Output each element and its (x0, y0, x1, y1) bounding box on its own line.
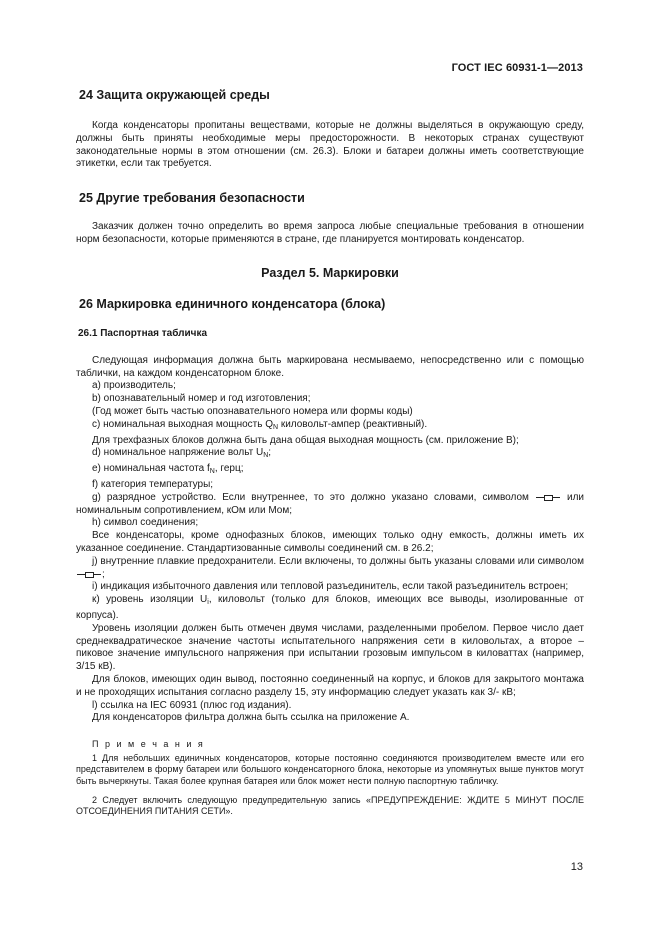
item-h: h) символ соединения; (92, 517, 199, 529)
chapter-5-title: Раздел 5. Маркировки (261, 265, 399, 280)
item-c: c) номинальная выходная мощность $Q_N$ киловольт-ампер (реактивный). (92, 418, 428, 431)
item-j: j) внутренние плавкие предохранители. Если включены, то должны быть указаны словами или символом ; (76, 556, 584, 582)
item-f: f) категория температуры; (92, 478, 214, 490)
section-24-title: 24 Защита окружающей среды (79, 88, 270, 102)
item-a: а) производитель; (92, 380, 176, 392)
page-number: 13 (570, 861, 583, 873)
section-26-title: 26 Маркировка единичного конденсатора (блока) (79, 296, 386, 311)
item-b-note: (Год может быть частью опознавательного номера или формы коды) (92, 405, 413, 417)
item-k: к) уровень изоляции $U_i$, киловольт (только для блоков, имеющих все выводы, изолированные от корпуса). (76, 594, 584, 621)
notes-block (76, 739, 584, 817)
section-24-text: Когда конденсаторы пропитаны веществами, которые не должны выделяться в окружающую среду, должны быть приняты необходимые меры предосторожности. В некоторых странах существуют законодательные нормы в этом отношении (см. 26.3). Блоки и батареи должны иметь соответствующие этикетки, если так требуется. (76, 120, 584, 170)
subsection-26-1-title: 26.1 Паспортная табличка (78, 327, 208, 339)
nameplate-list (76, 355, 584, 725)
section-25-title: 25 Другие требования безопасности (79, 191, 305, 206)
nameplate-intro: Следующая информация должна быть маркирована несмываемо, непосредственно или с помощью таблички, на каждом конденсаторном блоке. (76, 354, 584, 379)
notes-heading: П р и м е ч а н и я (92, 739, 205, 750)
resistor-symbol-icon (536, 493, 560, 501)
fuse-symbol-icon (77, 570, 101, 578)
three-phase-note: Для трехфазных блоков должна быть дана общая выходная мощность (см. приложение В); (92, 434, 519, 446)
insulation-level-text: Уровень изоляции должен быть отмечен двумя числами, разделенными пробелом. Первое число дает среднеквадратическое значение частоты испытательного напряжения сети в киловольтах, а второе – пиковое значение импульсного напряжения при испытании грозовым импульсом в киловаттах (например, 3/15 кВ). (76, 622, 584, 673)
item-l: l) ссылка на IEC 60931 (плюс год издания). (92, 699, 292, 711)
item-d: d) номинальное напряжение вольт $U_N$; (92, 447, 272, 460)
connection-note: Все конденсаторы, кроме однофазных блоков, имеющих только одну емкость, должны иметь их указанное соединение. Стандартизованные символы соединений см. в 26.2; (76, 530, 584, 554)
section-25-text: Заказчик должен точно определить во время запроса любые специальные требования в отношении норм безопасности, которые применяются в стране, где планируется монтировать конденсатор. (76, 221, 584, 245)
note-1: 1 Для небольших единичных конденсаторов, которые постоянно соединяются производителем вместе или его представителем в форму батареи или большого конденсаторного блока, некоторые из упомянутых выше пунктов могут быть вычеркнуты. Такая более крупная батарея или блок может нести полную паспортную табличку. (76, 753, 584, 786)
filter-capacitor-text: Для конденсаторов фильтра должна быть ссылка на приложение А. (92, 712, 410, 724)
item-e: e) номинальная частота $f_N$, герц; (92, 463, 244, 476)
note-2: 2 Следует включить следующую предупредительную запись «ПРЕДУПРЕЖДЕНИЕ: ЖДИТЕ 5 МИНУТ ПОСЛЕ ОТСОЕДИНЕНИЯ ПИТАНИЯ СЕТИ». (76, 794, 584, 817)
document-body (76, 86, 584, 818)
item-i: i) индикация избыточного давления или тепловой разъединитель, если такой разъединитель встроен; (92, 581, 569, 593)
item-g: g) разрядное устройство. Если внутреннее, то это должно указано словами, символом или номинальным сопротивлением, кОм или Мом; (76, 491, 584, 516)
standard-header: ГОСТ IEC 60931-1—2013 (451, 62, 583, 74)
single-terminal-text: Для блоков, имеющих один вывод, постоянно соединенный на корпус, и блоков для закрытого монтажа и не проходящих испытания согласно разделу 15, эту информацию следует указать как 3/- кВ; (76, 673, 584, 698)
item-b: b) опознавательный номер и год изготовления; (92, 393, 311, 405)
